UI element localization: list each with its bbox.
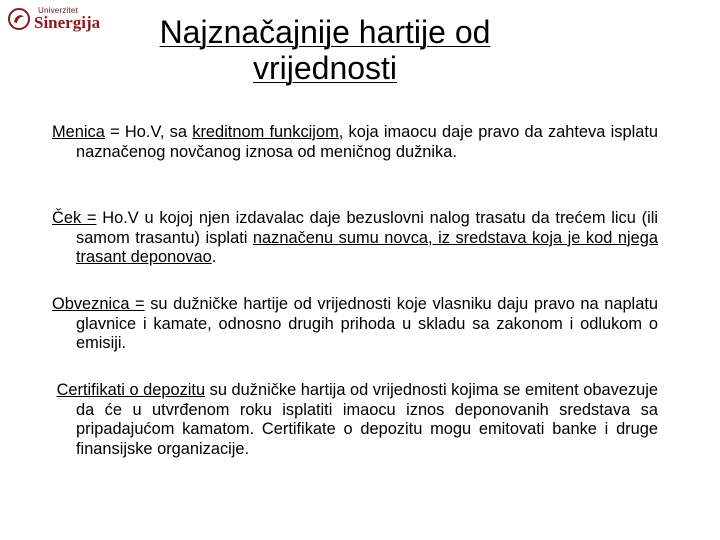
paragraph-menica — [52, 123, 658, 162]
menica-definition: , koja imaocu daje pravo da zahteva isplatu naznačenog novčanog iznosa od meničnog dužnika. — [76, 123, 659, 161]
cek-definition: Ho.V u kojoj njen izdavalac daje bezuslovni nalog trasatu da trećem licu (ili samom trasantu) isplati — [76, 209, 659, 247]
menica-separator: = Ho.V, sa — [104, 123, 193, 141]
title-line-2: vrijednosti — [252, 50, 398, 86]
certifikati-definition: su dužničke hartija od vrijednosti kojima se emitent obavezuje da će u utvrđenom roku isplatiti imaocu iznos deponovanih sredstava sa pripadajućom kamatom. Certifikate o depozitu mogu emitovati banke i druge finansijske organizacije. — [76, 381, 658, 458]
logo-name: Sinergija — [34, 13, 101, 32]
paragraph-cek — [52, 209, 658, 268]
page-title — [130, 14, 520, 86]
cek-underlined-phrase: naznačenu sumu novca, iz sredstava koja je kod njega trasant deponovao — [76, 228, 658, 266]
logo-emblem-icon — [8, 8, 30, 30]
term-certifikati: Certifikati o depozitu — [56, 381, 206, 399]
obveznica-definition: su dužničke hartije od vrijednosti koje vlasniku daju pravo na naplatu glavnice i kamate, odnosno drugih prihoda u skladu sa zakonom i odlukom o emisiji. — [76, 295, 658, 352]
term-menica: Menica — [52, 123, 105, 141]
cek-end: . — [211, 248, 217, 266]
term-cek: Ček = — [52, 209, 97, 227]
menica-credit-function: kreditnom funkcijom — [192, 123, 339, 141]
paragraph-obveznica — [52, 295, 658, 354]
university-logo — [8, 6, 118, 36]
paragraph-certifikati — [52, 381, 658, 459]
term-obveznica: Obveznica = — [52, 295, 145, 313]
title-line-1: Najznačajnije hartije od — [159, 14, 491, 50]
logo-subtitle: Univerzitet — [38, 6, 78, 15]
